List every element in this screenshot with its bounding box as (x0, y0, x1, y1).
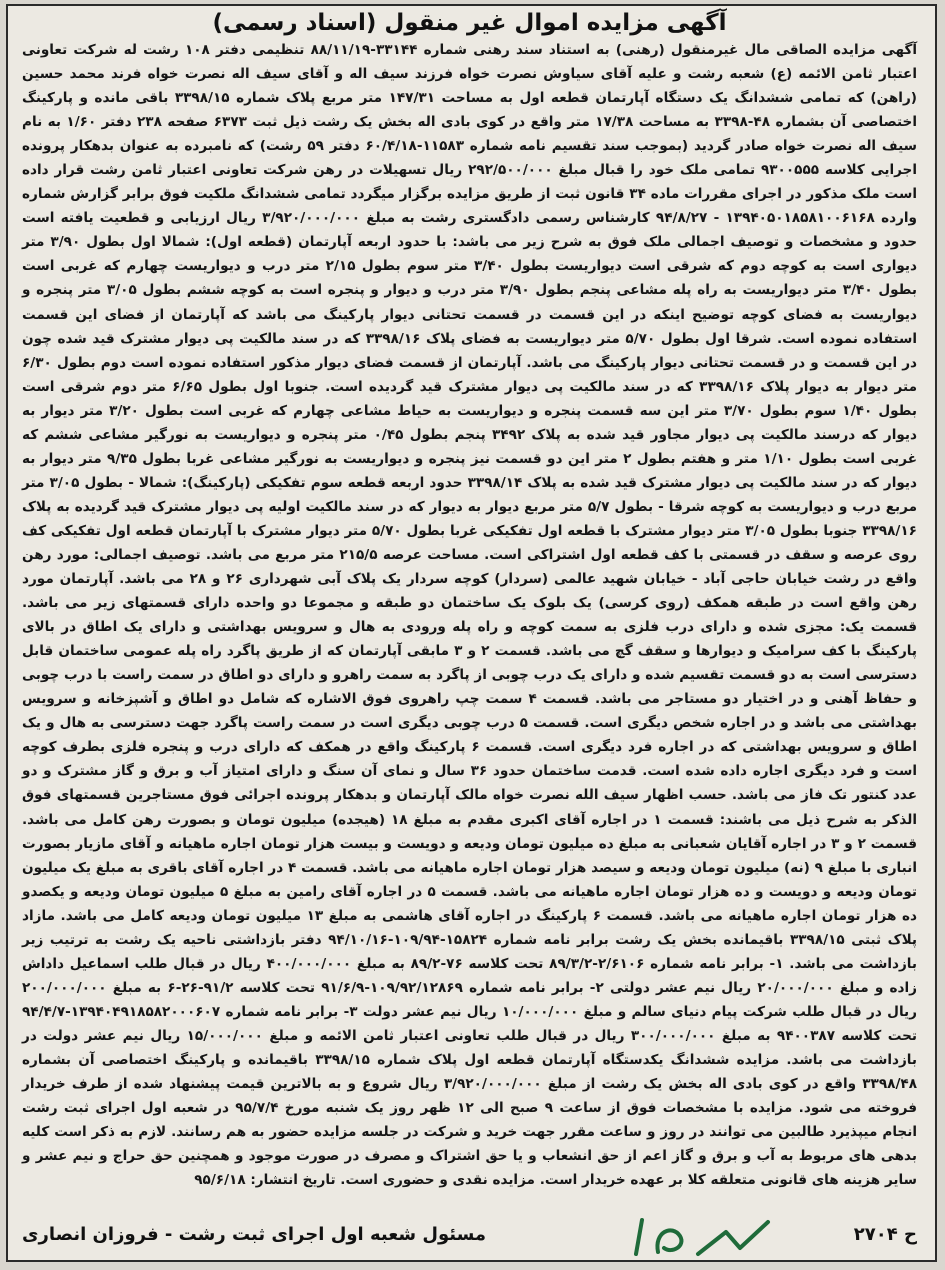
signing-official: مسئول شعبه اول اجرای ثبت رشت - فروزان انصاری (22, 1224, 487, 1245)
notice-body-text: آگهی مزایده الصاقی مال غیرمنقول (رهنی) به استناد سند رهنی شماره ۳۳۱۴۴-۸۸/۱۱/۱۹ تنظیمی دفتر ۱۰۸ رشت له شرکت تعاونی اعتبار ثامن الائمه (ع) شعبه رشت و علیه آقای سیاوش نصرت خواه فرزند سیف اله و آقای سیف اله نصرت خواه فرند محمد حسین (راهن) که تمامی ششدانگ یک دستگاه آپارتمان قطعه اول به مساحت ۱۴۷/۳۱ متر مربع پلاک شماره ۳۳۹۸/۱۵ باقی مانده و پارکینگ اختصاصی آن بشماره ۴۸-۳۳۹۸ به مساحت ۱۷/۳۸ متر واقع در کوی بادی اله بخش یک رشت ذیل ثبت ۶۳۷۳ صفحه ۲۳۸ دفتر ۱/۶۰ به نام سیف اله نصرت خواه صادر گردید (بموجب سند تقسیم نامه شماره ۱۱۵۸۳-۶۰/۴/۱۸ دفتر ۵۹ رشت) که نامبرده به عنوان بدهکار پرونده اجرایی کلاسه ۹۳۰۰۵۵۵ تمامی ملک خود را قبال مبلغ ۲۹۲/۵۰۰/۰۰۰ ریال تسهیلات در رهن شرکت تعاونی اعتبار ثامن رشت قرار داده است ملک مذکور در اجرای مقررات ماده ۳۴ قانون ثبت از طریق مزایده برگزار میگردد تمامی ششدانگ ملکیت فوق برابر گزارش شماره وارده ۱۳۹۴۰۵۰۱۸۵۸۱۰۰۶۱۶۸ - ۹۴/۸/۲۷ کارشناس رسمی دادگستری رشت به مبلغ ۳/۹۲۰/۰۰۰/۰۰۰ ریال ارزیابی و قطعیت یافته است حدود و مشخصات و توصیف اجمالی ملک فوق به شرح زیر می باشد: با حدود اربعه آپارتمان (قطعه اول): شمالا اول بطول ۳/۹۰ متر دیواری است به کوچه دوم که شرقی است دیواریست بطول ۳/۴۰ متر سوم بطول ۲/۱۵ متر درب و دیواریست چهارم که غربی است بطول ۳/۴۰ متر دیواریست به راه پله مشاعی پنجم بطول ۳/۹۰ متر درب و دیوار و پنجره است به کوچه ششم بطول ۳/۰۵ متر پنجره و دیواریست به فضای کوچه توضیح اینکه در این قسمت در قسمت تحتانی دیوار پارکینگ می باشد که آپارتمان از فضای این قسمت استفاده نموده است. شرقا اول بطول ۵/۷۰ متر دیواریست به فضای پلاک ۳۳۹۸/۱۶ که در سند مالکیت پی دیوار مشترک قید شده چون در این قسمت و در قسمت تحتانی دیوار پارکینگ می باشد. آپارتمان از قسمت فضای دیوار مذکور استفاده نموده است دوم بطول ۶/۳۰ متر دیوار به دیوار پلاک ۳۳۹۸/۱۶ که در سند مالکیت پی دیوار مشترک قید گردیده است. جنوبا اول بطول ۶/۶۵ متر دوم شرقی است بطول ۱/۴۰ سوم بطول ۳/۷۰ متر این سه قسمت پنجره و دیواریست به حیاط مشاعی چهارم که غربی است بطول ۳/۲۰ متر دیوار به دیوار که درسند مالکیت پی دیوار مجاور قید شده به پلاک ۳۴۹۲ پنجم بطول ۰/۴۵ متر پنجره و دیواریست به نورگیر مشاعی ششم که غربی است بطول ۱/۱۰ متر و هفتم بطول ۲ متر این دو قسمت نیز پنجره و دیواریست به نورگیر مشاعی غربا بطول ۹/۳۵ متر دیوار به دیوار که در سند مالکیت پی دیوار مشترک قید شده به پلاک ۳۳۹۸/۱۴ حدود اربعه قطعه سوم تفکیکی (پارکینگ): شمالا - بطول ۳/۰۵ متر مربع درب و دیواریست به کوچه شرقا - بطول ۵/۷ متر مربع دیوار به دیوار که در سند مالکیت اولیه پی دیوار مشترک قید گردیده به پلاک ۳۳۹۸/۱۶ جنوبا بطول ۳/۰۵ متر دیوار مشترک با قطعه اول تفکیکی غربا بطول ۵/۷۰ متر دیوار مشترک با آپارتمان قطعه اول تفکیکی کف روی عرصه و سقف در قسمتی با کف قطعه اول اشتراکی است. مساحت عرصه ۲۱۵/۵ متر مربع می باشد. توصیف اجمالی: مورد رهن واقع در رشت خیابان حاجی آباد - خیابان شهید عالمی (سردار) کوچه سردار یک پلاک آبی شهرداری ۲۶ و ۲۸ می باشد. آپارتمان مورد رهن واقع است در طبقه همکف (روی کرسی) یک بلوک یک ساختمان دو طبقه و مجموعا دو واحده دارای قسمتهای زیر می باشد. قسمت یک: مجزی شده و دارای درب فلزی به سمت کوچه و راه پله ورودی به هال و سرویس بهداشتی و دارای یک اطاق در بالای پارکینگ با کف سرامیک و دیوارها و سقف گچ می باشد. قسمت ۲ و ۳ مابقی آپارتمان که از طریق پاگرد راه پله عمومی ساختمان قابل دسترسی است به دو قسمت تقسیم شده و دارای یک درب چوبی از پاگرد به سمت راهرو و دارای دو اطاق در سمت راست با درب چوبی و حفاظ آهنی و در اختیار دو مستاجر می باشد. قسمت ۴ سمت چپ راهروی فوق الاشاره که شامل دو اطاق و آشپزخانه و سرویس بهداشتی می باشد و در اجاره شخص دیگری است. قسمت ۵ درب چوبی دیگری است در سمت راست پاگرد جهت دسترسی به هال و یک اطاق و سرویس بهداشتی که در اجاره فرد دیگری است. قسمت ۶ پارکینگ واقع در همکف که دارای درب و پنجره فلزی بطرف کوچه است و فرد دیگری اجاره داده شده است. قدمت ساختمان حدود ۳۶ سال و نمای آن سنگ و دارای امتیاز آب و برق و گاز مشترک و دو عدد کنتور تک فاز می باشد. حسب اظهار سیف الله نصرت خواه مالک آپارتمان و بدهکار پرونده اجرائی فوق مستاجرین قسمتهای فوق الذکر به شرح ذیل می باشند: قسمت ۱ در اجاره آقای اکبری مقدم به مبلغ ۱۸ (هیجده) میلیون تومان و بصورت رهن کامل می باشد. قسمت ۲ و ۳ در اجاره آقایان شعبانی به مبلغ ده میلیون تومان ودیعه و دویست و بیست هزار تومان اجاره ماهیانه و آقای مازیار بصورت انباری با مبلغ ۹ (نه) میلیون تومان ودیعه و سیصد هزار تومان اجاره ماهیانه می باشد. قسمت ۴ در اجاره آقای باقری به مبلغ یک میلیون تومان ودیعه و دویست و ده هزار تومان اجاره ماهیانه می باشد. قسمت ۵ در اجاره آقای رامین به مبلغ ۵ میلیون تومان ودیعه و یکصدو ده هزار تومان اجاره ماهیانه می باشد. قسمت ۶ پارکینگ در اجاره آقای هاشمی به مبلغ ۱۳ میلیون تومان ودیعه کامل می باشد. مازاد پلاک ثبتی ۳۳۹۸/۱۵ باقیمانده بخش یک رشت برابر نامه شماره ۱۵۸۲۴-۱۰۹/۹۴-۹۴/۱۰/۱۶ دفتر بازداشتی ناحیه یک رشت به ترتیب زیر بازداشت می باشد. ۱- برابر نامه شماره ۲/۶۱۰۶-۸۹/۳/۲ تحت کلاسه ۷۶-۸۹/۲ به مبلغ ۴۰۰/۰۰۰/۰۰۰ ریال در قبال طلب اسماعیل داداش زاده و مبلغ ۲۰/۰۰۰/۰۰۰ ریال نیم عشر دولتی ۲- برابر نامه شماره ۱۰۹/۹۲/۱۲۸۶۹-۹۱/۶/۹ تحت کلاسه ۹۱/۲-۲۶-۶ به مبلغ ۲۰۰/۰۰۰/۰۰۰ ریال در قبال طلب شرکت پیام دنیای سالم و مبلغ ۱۰/۰۰۰/۰۰۰ ریال نیم عشر دولت ۳- برابر نامه شماره ۱۳۹۴۰۴۹۱۸۵۸۲۰۰۰۶۰۷-۹۴/۴/۷ تحت کلاسه ۹۴۰۰۳۸۷ به مبلغ ۳۰۰/۰۰۰/۰۰۰ ریال در قبال طلب تعاونی اعتبار ثامن الائمه و مبلغ ۱۵/۰۰۰/۰۰۰ ریال نیم عشر دولت در بازداشت می باشد. مزایده ششدانگ یکدستگاه آپارتمان قطعه اول پلاک شماره ۳۳۹۸/۱۵ باقیمانده و پارکینگ اختصاصی آن بشماره ۳۳۹۸/۴۸ واقع در کوی بادی اله بخش یک رشت از مبلغ ۳/۹۲۰/۰۰۰/۰۰۰ ریال شروع و به بالاترین قیمت پیشنهاد شده از طرف خریدار فروخته می شود. مزایده با مشخصات فوق از ساعت ۹ صبح الی ۱۲ ظهر روز یک شنبه مورخ ۹۵/۷/۴ در شعبه اول اجرای ثبت رشت انجام میپذیرد طالبین می توانند در روز و ساعت مقرر جهت خرید و شرکت در جلسه مزایده حضور به هم رسانند. لازم به ذکر است کلیه بدهی های مربوط به آب و برق و گاز اعم از حق انشعاب و یا حق اشتراک و مصرف در صورت موجود و همچنین حق حراج و نیم عشر و سایر هزینه های قانونی متعلقه کلا بر عهده خریدار است. مزایده نقدی و حضوری است. تاریخ انتشار: ۹۵/۶/۱۸ (22, 42, 918, 1189)
notice-body (22, 38, 917, 1192)
reference-number: ح ۲۷۰۴ (853, 1224, 917, 1245)
notice-title: آگهی مزایده اموال غیر منقول (اسناد رسمی) (212, 10, 727, 36)
notice-clipping (6, 4, 937, 1262)
notice-footer (22, 1222, 917, 1254)
